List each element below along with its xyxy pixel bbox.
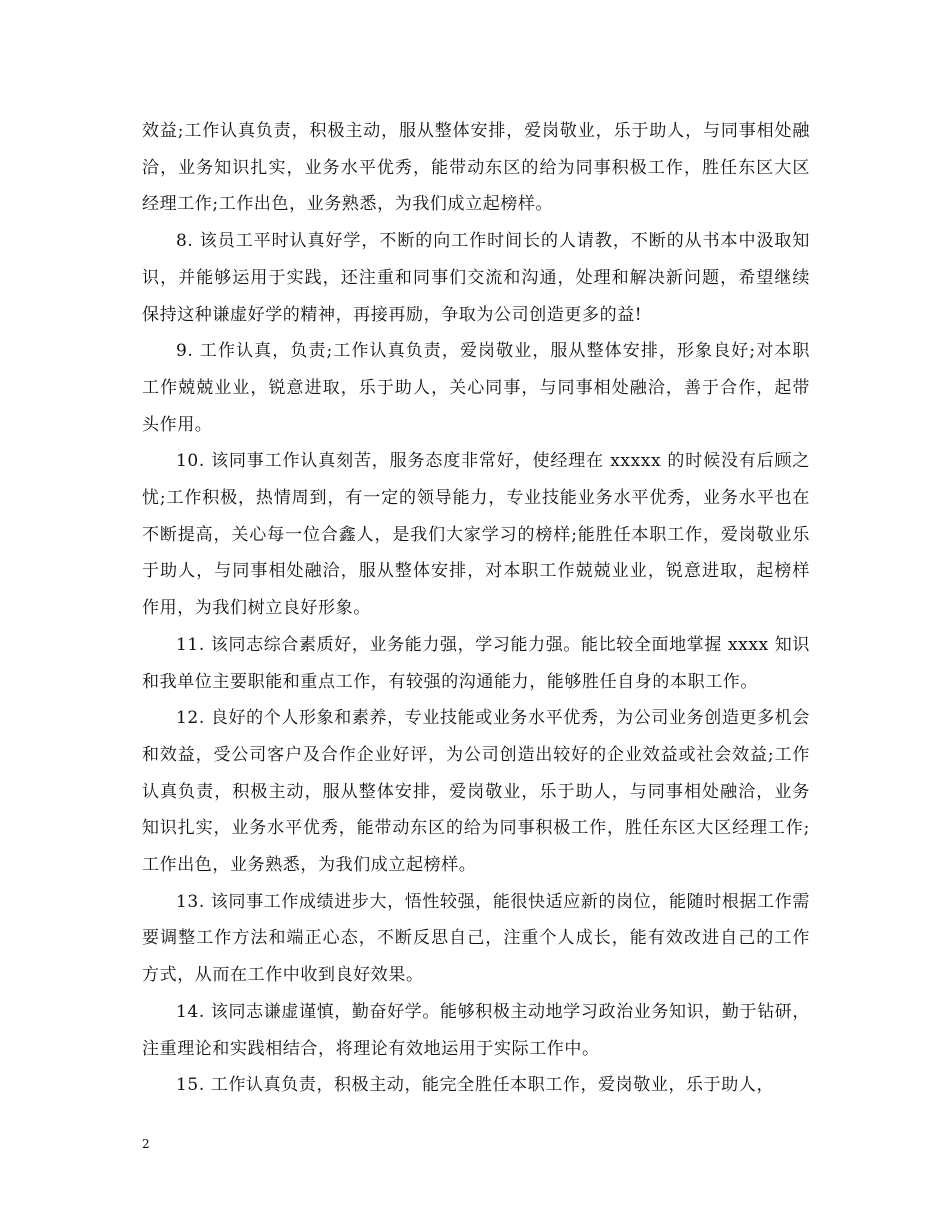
document-body xyxy=(142,113,810,1104)
page-number: 2 xyxy=(142,1137,150,1151)
paragraph-item-12: 12. 良好的个人形象和素养，专业技能或业务水平优秀，为公司业务创造更多机会和效益，受公司客户及合作企业好评，为公司创造出较好的企业效益或社会效益;工作认真负责，积极主动，服从整体安排，爱岗敬业，乐于助人，与同事相处融洽，业务知识扎实，业务水平优秀，能带动东区的给为同事积极工作，胜任东区大区经理工作;工作出色，业务熟悉，为我们成立起榜样。 xyxy=(142,708,810,876)
paragraph-item-15: 15. 工作认真负责，积极主动，能完全胜任本职工作，爱岗敬业，乐于助人， xyxy=(176,1075,775,1096)
paragraph-item-14: 14. 该同志谦虚谨慎，勤奋好学。能够积极主动地学习政治业务知识，勤于钻研，注重理论和实践相结合，将理论有效地运用于实际工作中。 xyxy=(142,1001,810,1059)
paragraph-item-9: 9. 工作认真，负责;工作认真负责，爱岗敬业，服从整体安排，形象良好;对本职工作兢兢业业，锐意进取，乐于助人，关心同事，与同事相处融洽，善于合作，起带头作用。 xyxy=(142,341,810,435)
paragraph-item-13: 13. 该同事工作成绩进步大，悟性较强，能很快适应新的岗位，能随时根据工作需要调整工作方法和端正心态，不断反思自己，注重个人成长，能有效改进自己的工作方式，从而在工作中收到良好效果。 xyxy=(142,891,810,986)
paragraph-item-10: 10. 该同事工作认真刻苦，服务态度非常好，使经理在 xxxxx 的时候没有后顾之忧;工作积极，热情周到，有一定的领导能力，专业技能业务水平优秀，业务水平也在不断提高，关心每一位合鑫人，是我们大家学习的榜样;能胜任本职工作，爱岗敬业乐于助人，与同事相处融洽，服从整体安排，对本职工作兢兢业业，锐意进取，起榜样作用，为我们树立良好形象。 xyxy=(142,451,810,619)
paragraph-item-11: 11. 该同志综合素质好，业务能力强，学习能力强。能比较全面地掌握 xxxx 知识和我单位主要职能和重点工作，有较强的沟通能力，能够胜任自身的本职工作。 xyxy=(142,634,810,692)
paragraph-continuation: 效益;工作认真负责，积极主动，服从整体安排，爱岗敬业，乐于助人，与同事相处融洽，业务知识扎实，业务水平优秀，能带动东区的给为同事积极工作，胜任东区大区经理工作;工作出色，业务熟悉，为我们成立起榜样。 xyxy=(142,121,810,215)
paragraph-item-8: 8. 该员工平时认真好学，不断的向工作时间长的人请教，不断的从书本中汲取知识，并能够运用于实践，还注重和同事们交流和沟通，处理和解决新问题，希望继续保持这种谦虚好学的精神，再接再励，争取为公司创造更多的益! xyxy=(142,231,810,325)
